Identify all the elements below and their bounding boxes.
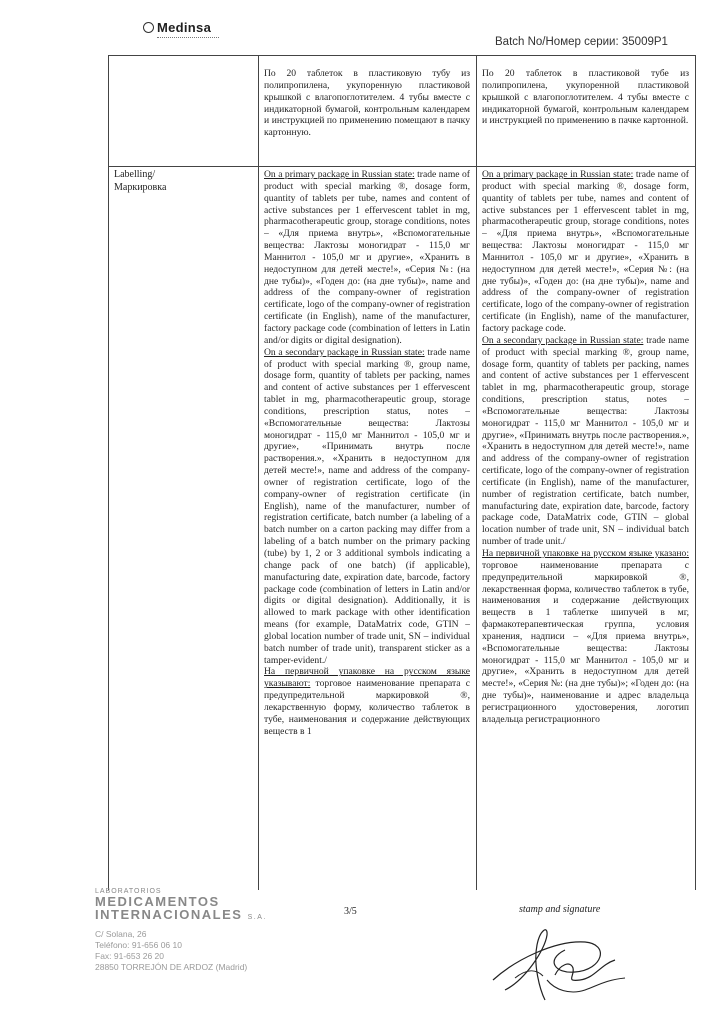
mid-secondary-text: trade name of product with special marking ®, group name, dosage form, quantity of tablets per packing, names and content of active substances per 1 effervescent tablet in mg, pharmacotherapeutic group, storage conditions, prescription status, notes – «Вспомогательные вещества: Лактозы моногидрат - 115,0 мг Маннитол - 105,0 мг и другие», «Принимать внутрь после растворения.», «Хранить в недоступном для детей месте!», name and address of the company-owner of registration certificate, logo of the company-owner of registration certificate (in English), name of the manufacturer, number of registration certificate, batch number (a labeling of a batch number on a carton packing may differ from a labeling of a batch number on the primary packing (tube) by 1, 2 or 3 additional symbols indicating a change pack of one batch) (if applicable), manufacturing date, expiration date, barcode, factory package code (combination of letters in Latin and/or digits or digital designation). Additionally, it is allowed to mark package with other identification means (for example, DataMatrix code, GTIN – global location number of trade unit, SN – individual batch number of trade unit), transparent sticker as a tamper-evident./ xyxy=(264,346,470,666)
right-primary-heading: On a primary package in Russian state: xyxy=(482,169,634,180)
right-secondary-heading: On a secondary package in Russian state: xyxy=(482,334,644,346)
packaging-cell-right xyxy=(482,68,689,164)
right-ru-text: торговое наименование препарата с предупредительной маркировкой ®, лекарственная форма, количество таблеток в тубе, наименования и содержание действующих веществ в 1 таблетке шипучей в мг, фармакотерапевтическая группа, условия хранения, надписи – «Для приема внутрь», «Вспомогательные вещества: Лактозы моногидрат - 115,0 мг Маннитол - 105,0 мг и другие», «Хранить в недоступном для детей месте!», «Серия №: (на дне тубы)»; «Годен до: (на дне тубы)», наименование и адрес владельца регистрационного удостоверения, логотип владельца регистрационного xyxy=(482,559,689,725)
labelling-label-en: Labelling/ xyxy=(114,169,156,180)
table-border-right xyxy=(695,56,696,890)
labelling-label-ru: Маркировка xyxy=(114,182,167,193)
right-ru-heading: На первичной упаковке на русском языке указано: xyxy=(482,548,689,559)
company-phone: Teléfono: 91-656 06 10 xyxy=(95,940,182,950)
company-logo xyxy=(143,20,219,40)
company-line1: LABORATORIOS xyxy=(95,888,162,895)
batch-label: Batch No/Номер серии: xyxy=(495,36,619,48)
company-suffix: S.A. xyxy=(247,914,267,921)
handwritten-signature xyxy=(485,920,635,1015)
labelling-cell-mid xyxy=(264,169,470,889)
batch-number-header xyxy=(495,36,668,48)
mid-primary-heading: On a primary package in Russian state: xyxy=(264,169,415,180)
packaging-text-mid: По 20 таблеток в пластиковую тубу из полипропилена, укупоренную пластиковой крышкой с влагопоглотителем. 4 тубы вместе с индикаторной бумагой, контрольным календарем и инструкцией по применению помещают в пачку картонную. xyxy=(264,68,470,139)
row-separator xyxy=(108,166,696,167)
labelling-cell-right xyxy=(482,169,689,889)
right-secondary-text: trade name of product with special marking ®, group name, dosage form, quantity of tablets per packing, names and content of active substances per 1 effervescent tablet in mg, pharmacotherapeutic group, storage conditions, prescription status, notes – «Вспомогательные вещества: Лактозы моногидрат - 115,0 мг Маннитол - 105,0 мг и другие», «Принимать внутрь после растворения.», «Хранить в недоступном для детей месте!», name and address of the company-owner of registration certificate, logo of the company-owner of registration certificate (in English), name of the manufacturer, number of registration certificate, batch number, manufacturing date, expiration date, barcode, factory package code, DataMatrix code, GTIN – global location number of trade unit, SN – individual batch number of trade unit./ xyxy=(482,334,689,548)
company-line2: MEDICAMENTOS xyxy=(95,894,220,909)
packaging-text-right: По 20 таблеток в пластиковой тубе из полипропилена, укупоренной пластиковой крышкой с влагопоглотителем. 4 тубы вместе с индикаторной бумагой, контрольным календарем и инструкцией по применению в пачке картонной. xyxy=(482,68,689,127)
company-line3: INTERNACIONALES xyxy=(95,907,243,922)
company-stamp xyxy=(95,888,305,973)
company-address: C/ Solana, 26 xyxy=(95,929,147,939)
right-primary-text: trade name of product with special marking ®, dosage form, quantity of tablets per tube, names and content of active substances per 1 effervescent tablet in mg, pharmacotherapeutic group, storage conditions, notes – «Для приема внутрь», «Вспомогательные вещества: Лактозы моногидрат - 115,0 мг Маннитол - 105,0 мг и другие», «Хранить в недоступном для детей месте!», «Серия №: (на дне тубы)», «Годен до: (на дне тубы)», name and address of the company-owner of registration certificate, logo of the company-owner of registration certificate (in English), name of the manufacturer, factory package code. xyxy=(482,169,689,334)
mid-ru-heading: На первичной упаковке на русском языке указывают: xyxy=(264,666,470,690)
logo-underline xyxy=(157,37,219,40)
stamp-label: stamp and signature xyxy=(519,904,601,915)
packaging-cell-mid xyxy=(264,68,470,164)
table-divider-1 xyxy=(258,56,259,890)
table-divider-2 xyxy=(476,56,477,890)
logo-text: Medinsa xyxy=(157,20,212,35)
company-fax: Fax: 91-653 26 20 xyxy=(95,951,164,961)
mid-secondary-heading: On a secondary package in Russian state: xyxy=(264,346,425,358)
page-number: 3/5 xyxy=(344,906,357,917)
company-city: 28850 TORREJÓN DE ARDOZ (Madrid) xyxy=(95,962,248,972)
specification-table xyxy=(108,55,696,890)
mid-ru-text: торговое наименование препарата с предупредительной маркировкой ®, лекарственную форму, количество таблеток в тубе, наименования и содержание действующих веществ в 1 xyxy=(264,678,470,737)
labelling-label-cell xyxy=(114,168,254,208)
mid-primary-text: trade name of product with special marking ®, dosage form, quantity of tablets per tube, names and content of active substances per 1 effervescent tablet in mg, pharmacotherapeutic group, storage conditions, notes – «Для приема внутрь», «Вспомогательные вещества: Лактозы моногидрат - 115,0 мг Маннитол - 105,0 мг и другие», «Хранить в недоступном для детей месте!», «Серия №: (на дне тубы)», «Годен до: (на дне тубы)», name and address of the company-owner of registration certificate, logo of the company-owner of registration certificate (in English), name of the manufacturer, factory package code (combination of letters in Latin and/or digits or digital designation). xyxy=(264,169,470,346)
batch-value: 35009P1 xyxy=(621,36,668,48)
table-border-left xyxy=(108,56,109,890)
logo-circle-icon xyxy=(143,22,154,33)
